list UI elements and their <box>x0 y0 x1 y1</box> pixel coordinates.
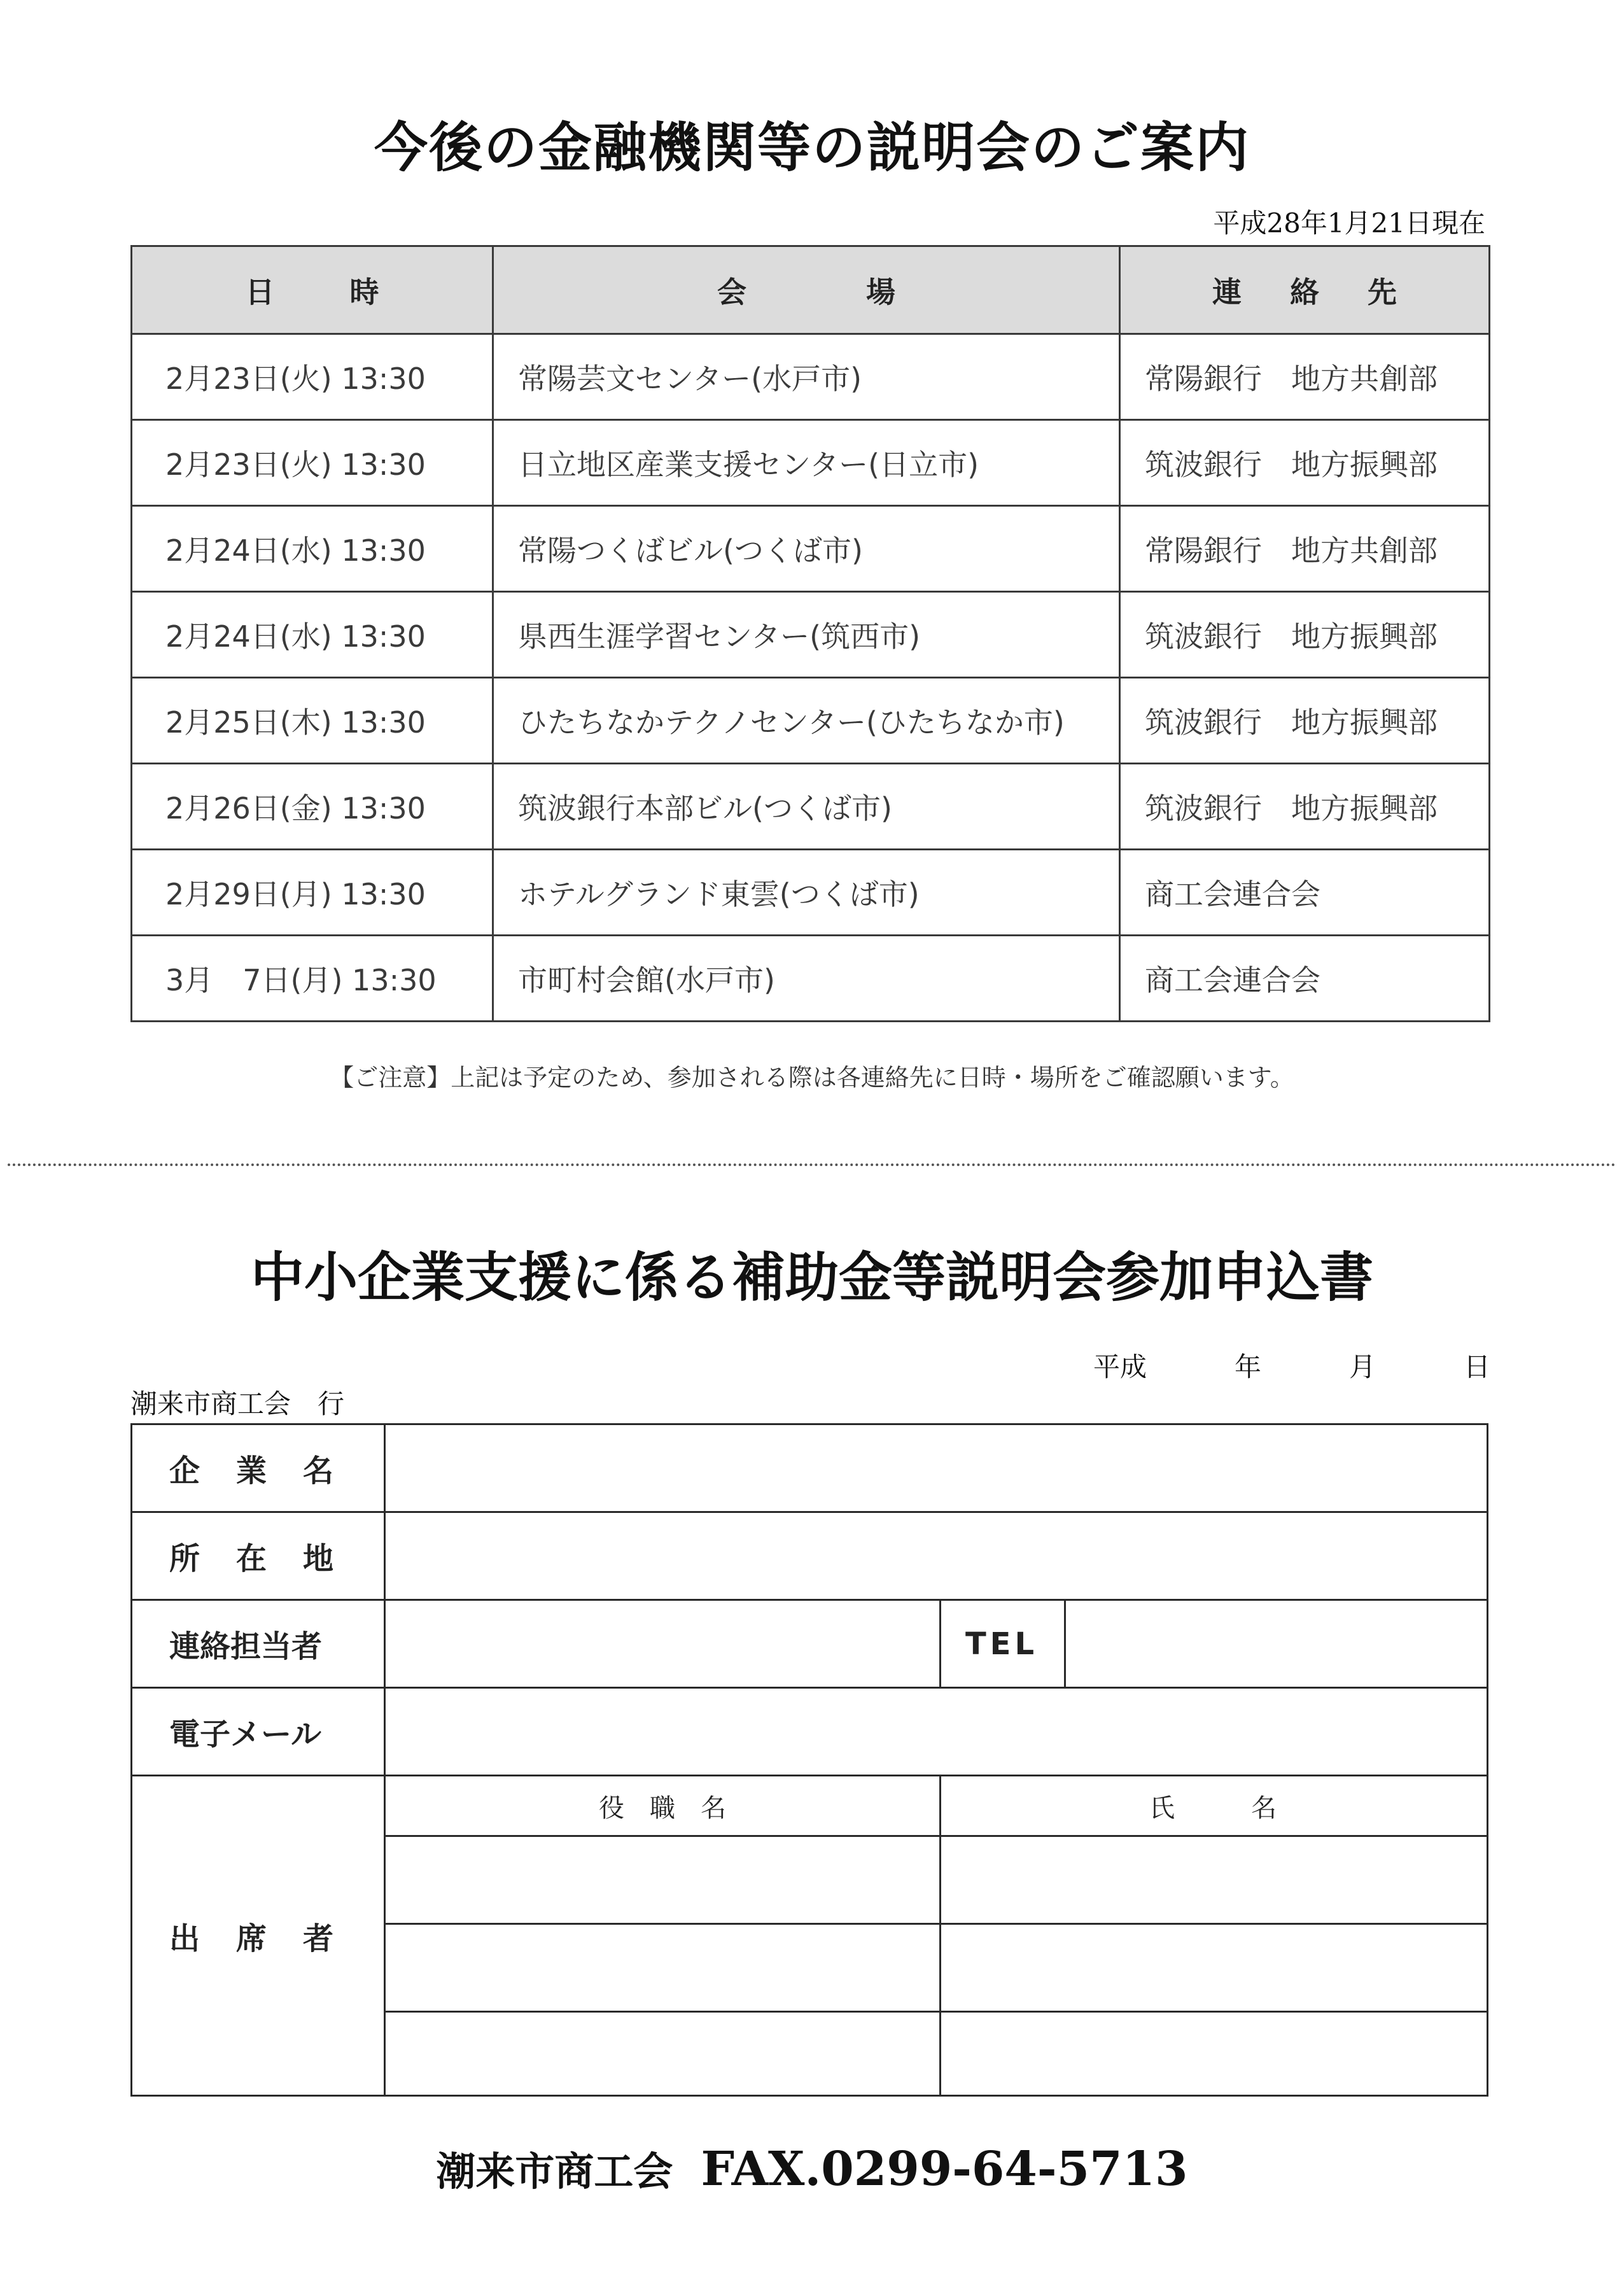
application-title: 中小企業支援に係る補助金等説明会参加申込書 <box>250 1246 1373 1309</box>
header-position: 役 職 名 <box>599 1793 726 1823</box>
date-era: 平成 <box>1093 1351 1147 1382</box>
schedule-row <box>132 420 1490 506</box>
header-venue <box>493 246 1120 334</box>
row-contact: 商工会連合会 <box>1120 850 1490 936</box>
header-venue-char-2: 場 <box>866 274 895 309</box>
tel-input[interactable] <box>1066 1601 1487 1687</box>
row-contact: 筑波銀行 地方振興部 <box>1120 420 1490 506</box>
form-row-address <box>132 1513 1487 1601</box>
header-contact-char-3: 先 <box>1368 274 1397 309</box>
row-venue: 市町村会館(水戸市) <box>493 936 1120 1022</box>
schedule-row <box>132 850 1490 936</box>
label-address-char: 在 <box>235 1541 267 1577</box>
form-row-company <box>132 1425 1487 1513</box>
company-name-input[interactable] <box>386 1425 1487 1511</box>
row-date: 2月25日(木) 13:30 <box>132 678 493 764</box>
label-email: 電子メール <box>132 1689 386 1775</box>
application-date-line <box>1093 1346 1490 1384</box>
addressee: 潮来市商工会 行 <box>130 1388 345 1419</box>
attendee-name-input[interactable] <box>941 1837 1487 1923</box>
attendee-name-input[interactable] <box>941 1925 1487 2011</box>
schedule-row <box>132 678 1490 764</box>
label-address-char: 所 <box>169 1541 200 1577</box>
row-venue: 常陽つくばビル(つくば市) <box>493 506 1120 592</box>
row-venue: ひたちなかテクノセンター(ひたちなか市) <box>493 678 1120 764</box>
label-address <box>132 1513 386 1599</box>
row-date: 2月23日(火) 13:30 <box>132 420 493 506</box>
address-input[interactable] <box>386 1513 1487 1599</box>
row-contact: 筑波銀行 地方振興部 <box>1120 592 1490 678</box>
row-venue: 筑波銀行本部ビル(つくば市) <box>493 764 1120 850</box>
label-company-char: 名 <box>302 1453 333 1489</box>
label-contact-person: 連絡担当者 <box>132 1601 386 1687</box>
attendee-position-input[interactable] <box>386 1837 939 1923</box>
cut-line-divider <box>8 1164 1616 1166</box>
date-day-unit: 日 <box>1463 1351 1490 1382</box>
row-date: 2月26日(金) 13:30 <box>132 764 493 850</box>
row-date: 2月29日(月) 13:30 <box>132 850 493 936</box>
label-company-char: 業 <box>235 1453 267 1489</box>
header-venue-char-1: 会 <box>717 274 746 309</box>
application-form <box>130 1423 1488 2097</box>
footer-fax: FAX.0299-64-5713 <box>701 2142 1188 2197</box>
schedule-row <box>132 506 1490 592</box>
header-contact <box>1120 246 1490 334</box>
footer <box>0 2140 1624 2197</box>
row-contact: 筑波銀行 地方振興部 <box>1120 678 1490 764</box>
schedule-row <box>132 936 1490 1022</box>
row-venue: 日立地区産業支援センター(日立市) <box>493 420 1120 506</box>
contact-person-input[interactable] <box>386 1601 939 1687</box>
as-of-date: 平成28年1月21日現在 <box>1213 207 1485 239</box>
row-contact: 筑波銀行 地方振興部 <box>1120 764 1490 850</box>
header-datetime-char-1: 日 <box>245 274 275 309</box>
form-row-attendees <box>132 1776 1487 2095</box>
row-venue: 常陽芸文センター(水戸市) <box>493 334 1120 420</box>
schedule-header-row <box>132 246 1490 334</box>
attendee-name-input[interactable] <box>941 2013 1487 2095</box>
header-datetime-char-2: 時 <box>349 274 379 309</box>
email-input[interactable] <box>386 1689 1487 1775</box>
date-month-unit: 月 <box>1348 1351 1376 1382</box>
label-attendees-char: 出 <box>169 1920 200 1957</box>
row-venue: ホテルグランド東雲(つくば市) <box>493 850 1120 936</box>
label-attendees-char: 者 <box>302 1920 333 1957</box>
label-company <box>132 1425 386 1511</box>
schedule-table <box>130 245 1490 1022</box>
attendee-position-input[interactable] <box>386 1925 939 2011</box>
header-name: 氏 名 <box>1149 1793 1277 1823</box>
row-date: 2月24日(水) 13:30 <box>132 592 493 678</box>
row-contact: 常陽銀行 地方共創部 <box>1120 334 1490 420</box>
row-date: 2月23日(火) 13:30 <box>132 334 493 420</box>
label-address-char: 地 <box>302 1541 333 1577</box>
row-date: 3月 7日(月) 13:30 <box>132 936 493 1022</box>
notice-text: 【ご注意】上記は予定のため、参加される際は各連絡先に日時・場所をご確認願います。 <box>330 1064 1294 1092</box>
schedule-row <box>132 764 1490 850</box>
label-company-char: 企 <box>169 1453 200 1489</box>
row-contact: 常陽銀行 地方共創部 <box>1120 506 1490 592</box>
row-venue: 県西生涯学習センター(筑西市) <box>493 592 1120 678</box>
form-row-contact <box>132 1601 1487 1689</box>
label-attendees-char: 席 <box>235 1920 267 1957</box>
header-datetime <box>132 246 493 334</box>
label-attendees <box>132 1776 386 2095</box>
row-contact: 商工会連合会 <box>1120 936 1490 1022</box>
header-contact-char-2: 絡 <box>1290 274 1319 309</box>
form-row-email <box>132 1689 1487 1776</box>
announcement-title: 今後の金融機関等の説明会のご案内 <box>374 116 1250 179</box>
attendee-position-input[interactable] <box>386 2013 939 2095</box>
label-tel: TEL <box>965 1626 1039 1662</box>
date-year-unit: 年 <box>1234 1351 1261 1382</box>
schedule-row <box>132 592 1490 678</box>
schedule-row <box>132 334 1490 420</box>
footer-org: 潮来市商工会 <box>436 2148 673 2195</box>
header-contact-char-1: 連 <box>1212 274 1242 309</box>
row-date: 2月24日(水) 13:30 <box>132 506 493 592</box>
